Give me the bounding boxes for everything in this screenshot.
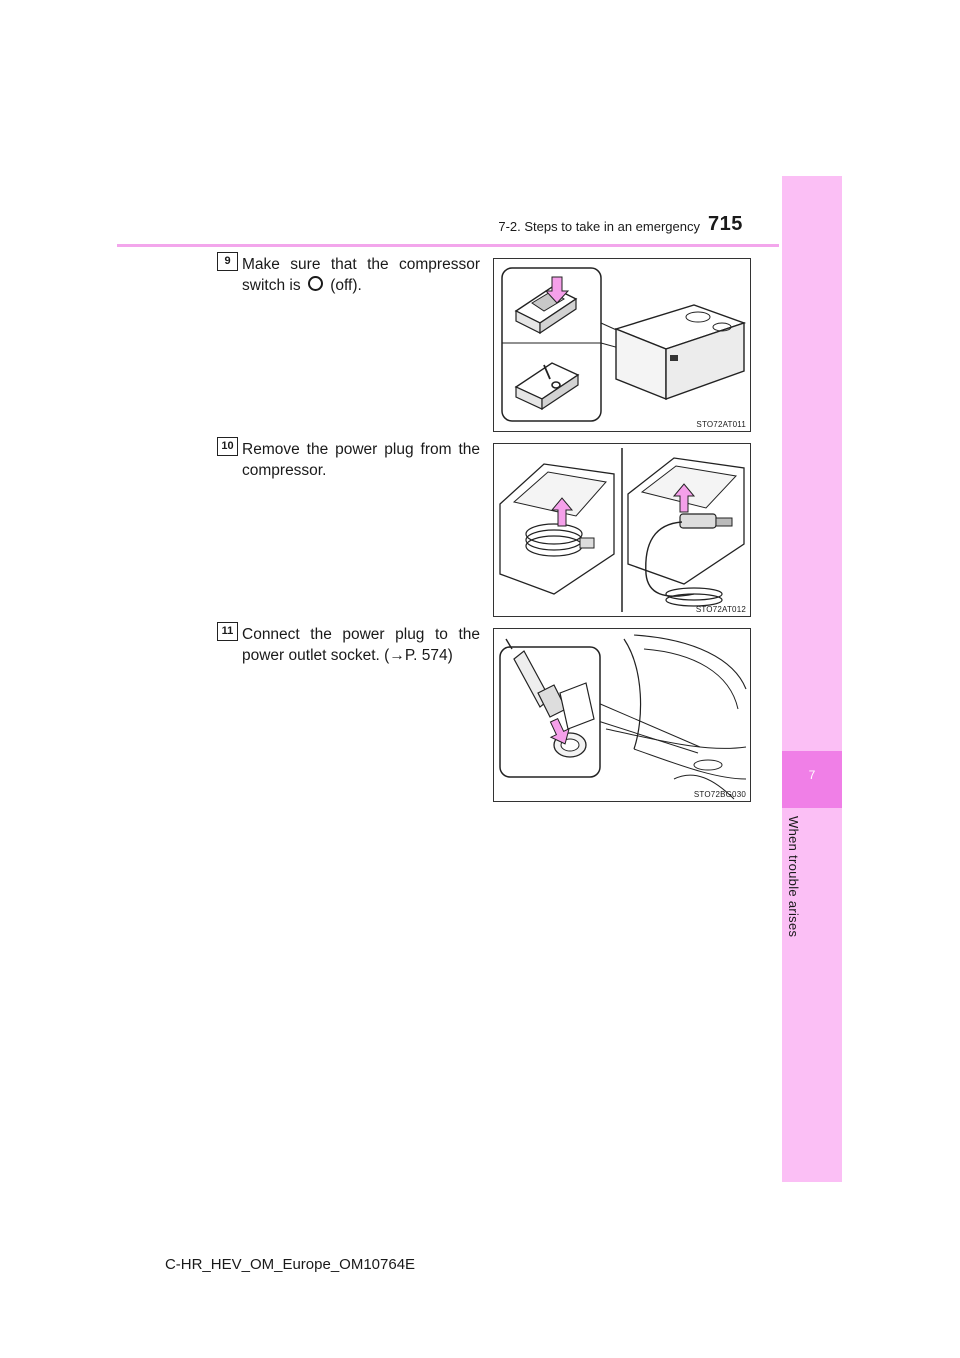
step-10-text: Remove the power plug from the compressor. (242, 441, 480, 479)
section-title: 7-2. Steps to take in an emergency (498, 219, 700, 234)
power-outlet-illustration (494, 629, 750, 801)
chapter-number: 7 (808, 768, 816, 782)
chapter-side-tab[interactable] (782, 176, 842, 1182)
page-number: 715 (708, 213, 743, 235)
compressor-switch-illustration (494, 259, 750, 431)
figure-connect-power-outlet (493, 628, 751, 802)
step-number-10: 10 (217, 437, 238, 456)
figure-compressor-switch (493, 258, 751, 432)
step-number-11: 11 (217, 622, 238, 641)
step-number-9: 9 (217, 252, 238, 271)
figure-code: STO72AT012 (695, 605, 746, 614)
step-11-text: Connect the power plug to the power outlet socket. (→P. 574) (242, 626, 480, 664)
figure-code: STO72AT011 (696, 420, 746, 429)
step-9-text-before: Make sure that the compressor switch is (242, 256, 480, 294)
remove-plug-illustration (494, 444, 750, 616)
header-divider (117, 244, 779, 247)
document-code: C-HR_HEV_OM_Europe_OM10764E (164, 1256, 416, 1273)
off-circle-icon (308, 276, 323, 291)
step-9-text-after: (off). (330, 277, 362, 294)
figure-code: STO72BG030 (693, 790, 746, 799)
figure-remove-power-plug (493, 443, 751, 617)
step-9-text (242, 254, 480, 296)
chapter-title: When trouble arises (786, 816, 801, 938)
